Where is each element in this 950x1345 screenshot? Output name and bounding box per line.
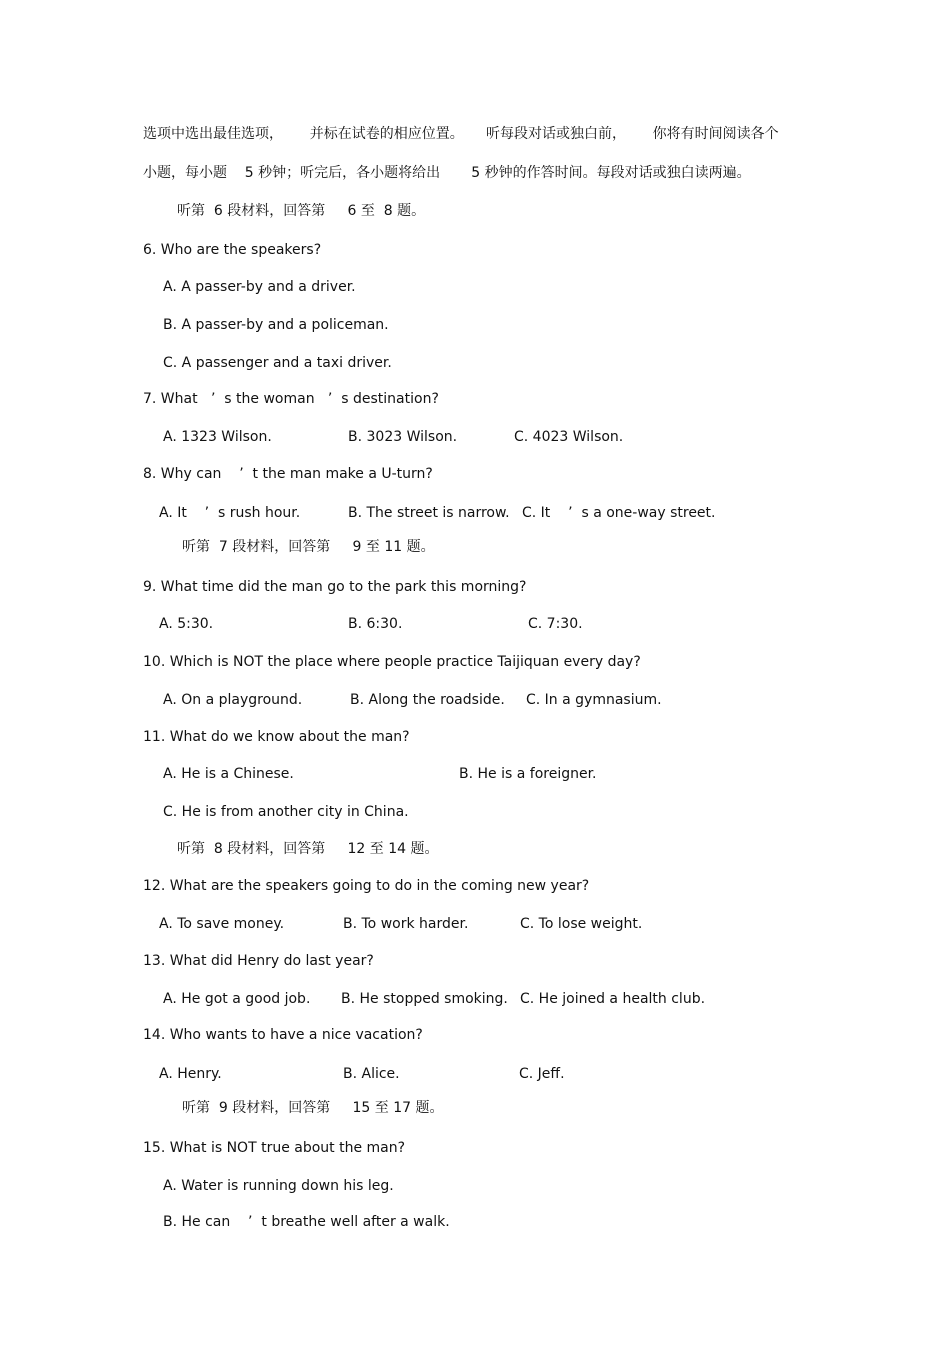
question-12-option-c: C. To lose weight. bbox=[520, 916, 643, 932]
section-9-heading: 听第 9 段材料，回答第 15 至 17 题。 bbox=[182, 1100, 444, 1116]
instructions-line-2: 小题，每小题 5 秒钟；听完后，各小题将给出 5 秒钟的作答时间。每段对话或独白读两遍。 bbox=[143, 165, 751, 181]
question-14: 14. Who wants to have a nice vacation? bbox=[143, 1027, 423, 1043]
question-10-option-a: A. On a playground. bbox=[163, 692, 303, 708]
question-13-option-c: C. He joined a health club. bbox=[520, 991, 706, 1007]
question-11: 11. What do we know about the man? bbox=[143, 729, 410, 745]
question-9-option-b: B. 6:30. bbox=[348, 616, 403, 632]
instructions-line-1: 选项中选出最佳选项， 并标在试卷的相应位置。 听每段对话或独白前， 你将有时间阅读各个 bbox=[143, 126, 779, 142]
question-8-option-c: C. It ’ s a one-way street. bbox=[522, 505, 716, 521]
question-13-option-b: B. He stopped smoking. bbox=[341, 991, 508, 1007]
question-7: 7. What ’ s the woman ’ s destination? bbox=[143, 391, 439, 407]
question-9-option-c: C. 7:30. bbox=[528, 616, 583, 632]
question-9: 9. What time did the man go to the park this morning? bbox=[143, 579, 527, 595]
question-12: 12. What are the speakers going to do in the coming new year? bbox=[143, 878, 590, 894]
question-10: 10. Which is NOT the place where people practice Taijiquan every day? bbox=[143, 654, 641, 670]
question-15: 15. What is NOT true about the man? bbox=[143, 1140, 406, 1156]
question-8: 8. Why can ’ t the man make a U-turn? bbox=[143, 466, 433, 482]
question-11-option-b: B. He is a foreigner. bbox=[459, 766, 597, 782]
question-13-option-a: A. He got a good job. bbox=[163, 991, 311, 1007]
section-6-heading: 听第 6 段材料，回答第 6 至 8 题。 bbox=[177, 203, 426, 219]
question-15-option-a: A. Water is running down his leg. bbox=[163, 1178, 394, 1194]
question-6-option-c: C. A passenger and a taxi driver. bbox=[163, 355, 392, 371]
question-14-option-c: C. Jeff. bbox=[519, 1066, 565, 1082]
question-8-option-b: B. The street is narrow. bbox=[348, 505, 510, 521]
question-10-option-b: B. Along the roadside. bbox=[350, 692, 505, 708]
question-9-option-a: A. 5:30. bbox=[159, 616, 214, 632]
question-8-option-a: A. It ’ s rush hour. bbox=[159, 505, 301, 521]
question-12-option-b: B. To work harder. bbox=[343, 916, 469, 932]
question-14-option-b: B. Alice. bbox=[343, 1066, 400, 1082]
question-7-option-c: C. 4023 Wilson. bbox=[514, 429, 624, 445]
question-11-option-a: A. He is a Chinese. bbox=[163, 766, 294, 782]
section-8-heading: 听第 8 段材料，回答第 12 至 14 题。 bbox=[177, 841, 439, 857]
question-6-option-a: A. A passer-by and a driver. bbox=[163, 279, 356, 295]
question-12-option-a: A. To save money. bbox=[159, 916, 285, 932]
question-11-option-c: C. He is from another city in China. bbox=[163, 804, 409, 820]
question-10-option-c: C. In a gymnasium. bbox=[526, 692, 662, 708]
question-15-option-b: B. He can ’ t breathe well after a walk. bbox=[163, 1214, 450, 1230]
question-7-option-b: B. 3023 Wilson. bbox=[348, 429, 458, 445]
section-7-heading: 听第 7 段材料，回答第 9 至 11 题。 bbox=[182, 539, 435, 555]
question-7-option-a: A. 1323 Wilson. bbox=[163, 429, 272, 445]
question-6: 6. Who are the speakers? bbox=[143, 242, 322, 258]
question-14-option-a: A. Henry. bbox=[159, 1066, 222, 1082]
question-13: 13. What did Henry do last year? bbox=[143, 953, 374, 969]
question-6-option-b: B. A passer-by and a policeman. bbox=[163, 317, 389, 333]
